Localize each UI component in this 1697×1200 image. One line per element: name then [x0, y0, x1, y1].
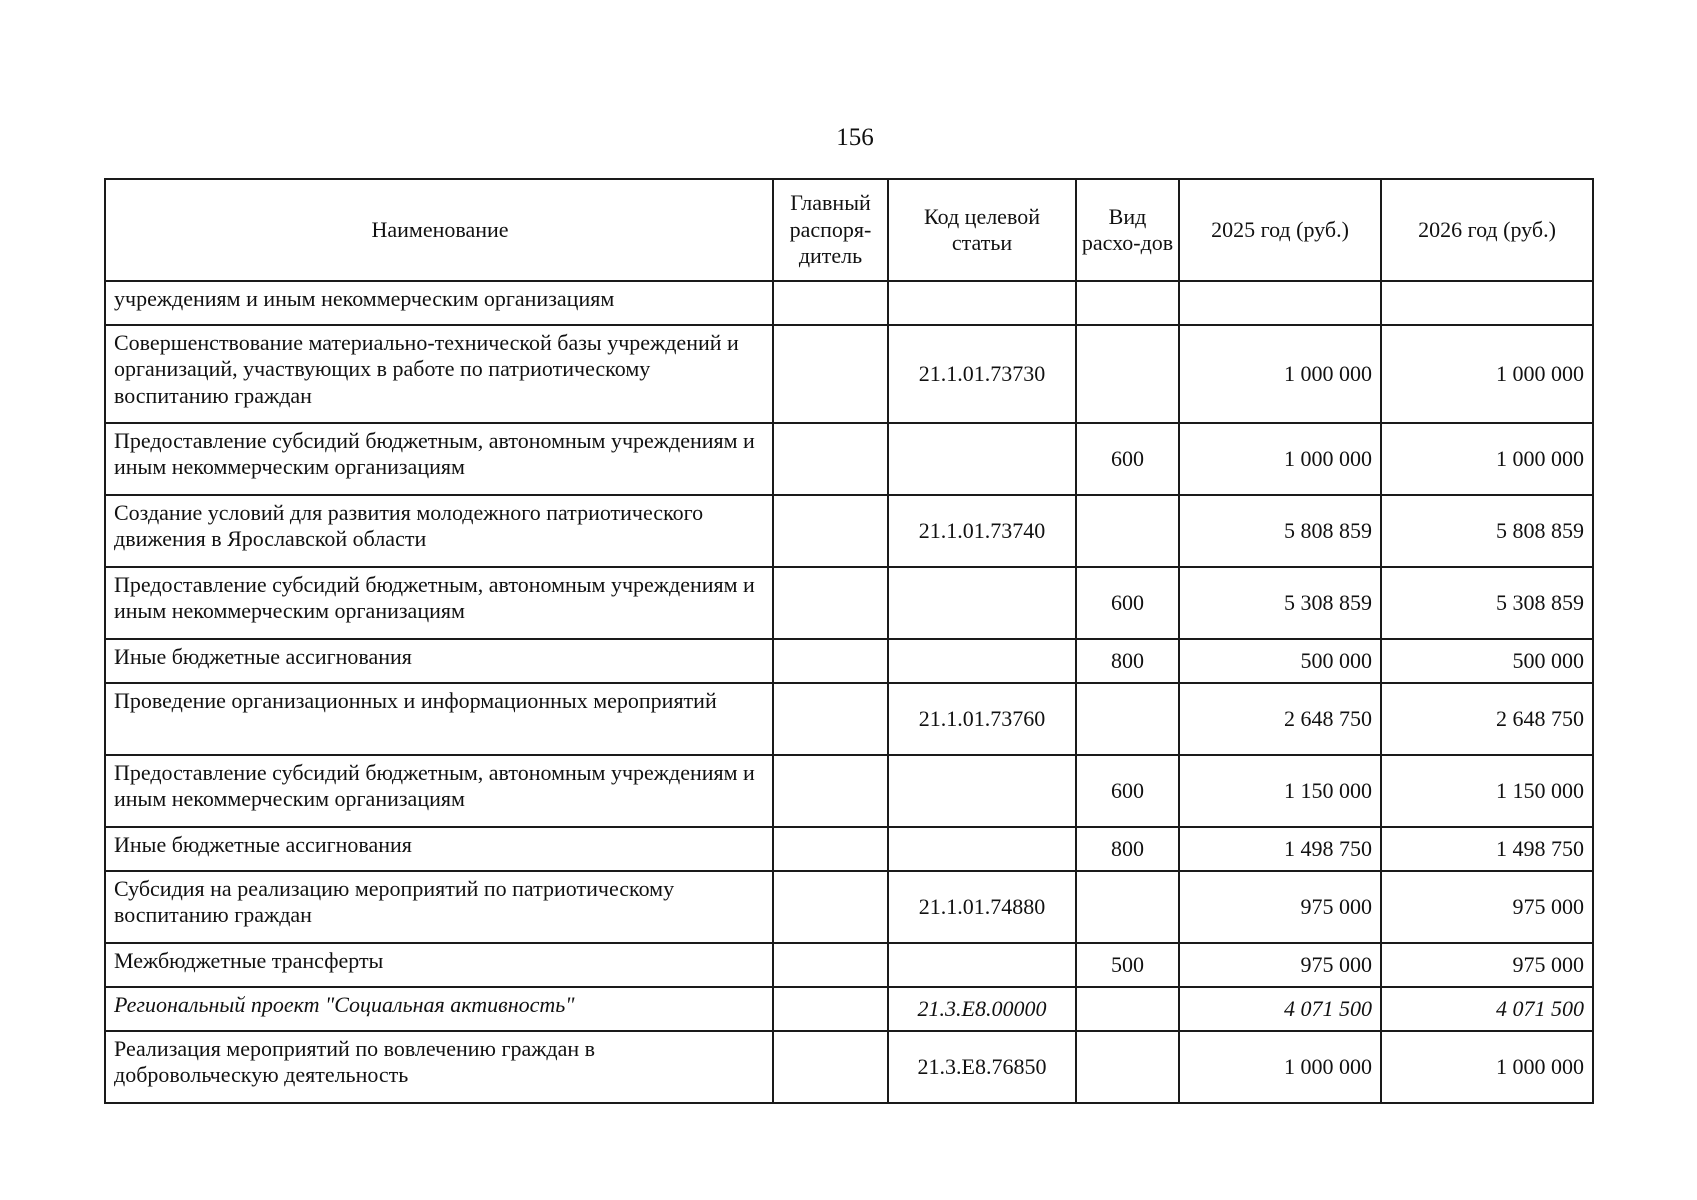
- row-code: [888, 943, 1076, 987]
- row-amount-2026: 1 498 750: [1381, 827, 1593, 871]
- budget-table: [104, 178, 1594, 1104]
- row-amount-2025: 1 000 000: [1179, 423, 1381, 495]
- row-admin: [773, 827, 888, 871]
- row-amount-2025: 5 808 859: [1179, 495, 1381, 567]
- row-amount-2026: 4 071 500: [1381, 987, 1593, 1031]
- table-row: [105, 1031, 1593, 1103]
- row-amount-2026: 975 000: [1381, 943, 1593, 987]
- row-name: Предоставление субсидий бюджетным, автономным учреждениям и иным некоммерческим организациям: [105, 567, 773, 639]
- table-row: [105, 755, 1593, 827]
- table-row: [105, 495, 1593, 567]
- row-expense-type: [1076, 987, 1179, 1031]
- row-expense-type: 600: [1076, 423, 1179, 495]
- row-amount-2025: 975 000: [1179, 871, 1381, 943]
- row-amount-2026: 1 000 000: [1381, 1031, 1593, 1103]
- row-name: Реализация мероприятий по вовлечению граждан в добровольческую деятельность: [105, 1031, 773, 1103]
- row-admin: [773, 423, 888, 495]
- row-admin: [773, 871, 888, 943]
- row-expense-type: 600: [1076, 755, 1179, 827]
- row-code: 21.1.01.74880: [888, 871, 1076, 943]
- row-amount-2025: 1 150 000: [1179, 755, 1381, 827]
- row-expense-type: 800: [1076, 827, 1179, 871]
- header-year-2026: 2026 год (руб.): [1381, 179, 1593, 281]
- table-row: [105, 871, 1593, 943]
- table-row: [105, 827, 1593, 871]
- table-row: [105, 567, 1593, 639]
- row-name: учреждениям и иным некоммерческим организациям: [105, 281, 773, 325]
- row-amount-2026: 5 308 859: [1381, 567, 1593, 639]
- row-name: Создание условий для развития молодежного патриотического движения в Ярославской области: [105, 495, 773, 567]
- row-name: Проведение организационных и информационных мероприятий: [105, 683, 773, 755]
- table-row: [105, 281, 1593, 325]
- row-amount-2025: 1 000 000: [1179, 325, 1381, 423]
- row-amount-2025: 4 071 500: [1179, 987, 1381, 1031]
- table-row: [105, 987, 1593, 1031]
- row-admin: [773, 987, 888, 1031]
- row-code: 21.3.E8.00000: [888, 987, 1076, 1031]
- row-admin: [773, 755, 888, 827]
- table-row: [105, 639, 1593, 683]
- row-expense-type: [1076, 325, 1179, 423]
- row-amount-2025: 975 000: [1179, 943, 1381, 987]
- row-name: Предоставление субсидий бюджетным, автономным учреждениям и иным некоммерческим организациям: [105, 755, 773, 827]
- header-code: Код целевой статьи: [888, 179, 1076, 281]
- row-code: [888, 281, 1076, 325]
- row-amount-2025: 5 308 859: [1179, 567, 1381, 639]
- row-admin: [773, 281, 888, 325]
- row-name: Иные бюджетные ассигнования: [105, 639, 773, 683]
- header-admin: Главный распоря-дитель: [773, 179, 888, 281]
- header-name: Наименование: [105, 179, 773, 281]
- header-expense-type: Вид расхо-дов: [1076, 179, 1179, 281]
- row-amount-2026: [1381, 281, 1593, 325]
- header-year-2025: 2025 год (руб.): [1179, 179, 1381, 281]
- row-amount-2025: 1 498 750: [1179, 827, 1381, 871]
- row-name: Иные бюджетные ассигнования: [105, 827, 773, 871]
- row-expense-type: [1076, 683, 1179, 755]
- row-name: Совершенствование материально-технической базы учреждений и организаций, участвующих в работе по патриотическому воспитанию граждан: [105, 325, 773, 423]
- row-code: 21.1.01.73730: [888, 325, 1076, 423]
- row-admin: [773, 1031, 888, 1103]
- row-code: [888, 639, 1076, 683]
- row-code: [888, 567, 1076, 639]
- row-amount-2026: 1 000 000: [1381, 423, 1593, 495]
- row-amount-2026: 975 000: [1381, 871, 1593, 943]
- row-code: 21.3.E8.76850: [888, 1031, 1076, 1103]
- row-name: Субсидия на реализацию мероприятий по патриотическому воспитанию граждан: [105, 871, 773, 943]
- row-amount-2026: 500 000: [1381, 639, 1593, 683]
- row-admin: [773, 639, 888, 683]
- table-header-row: [105, 179, 1593, 281]
- table-row: [105, 423, 1593, 495]
- row-expense-type: 800: [1076, 639, 1179, 683]
- row-code: [888, 827, 1076, 871]
- row-amount-2025: 1 000 000: [1179, 1031, 1381, 1103]
- row-admin: [773, 325, 888, 423]
- row-code: [888, 423, 1076, 495]
- table-row: [105, 325, 1593, 423]
- row-amount-2026: 1 000 000: [1381, 325, 1593, 423]
- row-amount-2026: 2 648 750: [1381, 683, 1593, 755]
- row-amount-2025: [1179, 281, 1381, 325]
- row-expense-type: [1076, 871, 1179, 943]
- row-admin: [773, 683, 888, 755]
- row-admin: [773, 943, 888, 987]
- table-row: [105, 943, 1593, 987]
- row-expense-type: 600: [1076, 567, 1179, 639]
- row-amount-2025: 2 648 750: [1179, 683, 1381, 755]
- row-expense-type: 500: [1076, 943, 1179, 987]
- page-number: 156: [836, 124, 874, 151]
- row-admin: [773, 567, 888, 639]
- row-name: Региональный проект "Социальная активность": [105, 987, 773, 1031]
- row-amount-2026: 5 808 859: [1381, 495, 1593, 567]
- row-name: Предоставление субсидий бюджетным, автономным учреждениям и иным некоммерческим организациям: [105, 423, 773, 495]
- row-name: Межбюджетные трансферты: [105, 943, 773, 987]
- row-expense-type: [1076, 281, 1179, 325]
- row-code: 21.1.01.73760: [888, 683, 1076, 755]
- row-admin: [773, 495, 888, 567]
- row-code: [888, 755, 1076, 827]
- table-row: [105, 683, 1593, 755]
- row-code: 21.1.01.73740: [888, 495, 1076, 567]
- row-amount-2026: 1 150 000: [1381, 755, 1593, 827]
- row-amount-2025: 500 000: [1179, 639, 1381, 683]
- row-expense-type: [1076, 495, 1179, 567]
- row-expense-type: [1076, 1031, 1179, 1103]
